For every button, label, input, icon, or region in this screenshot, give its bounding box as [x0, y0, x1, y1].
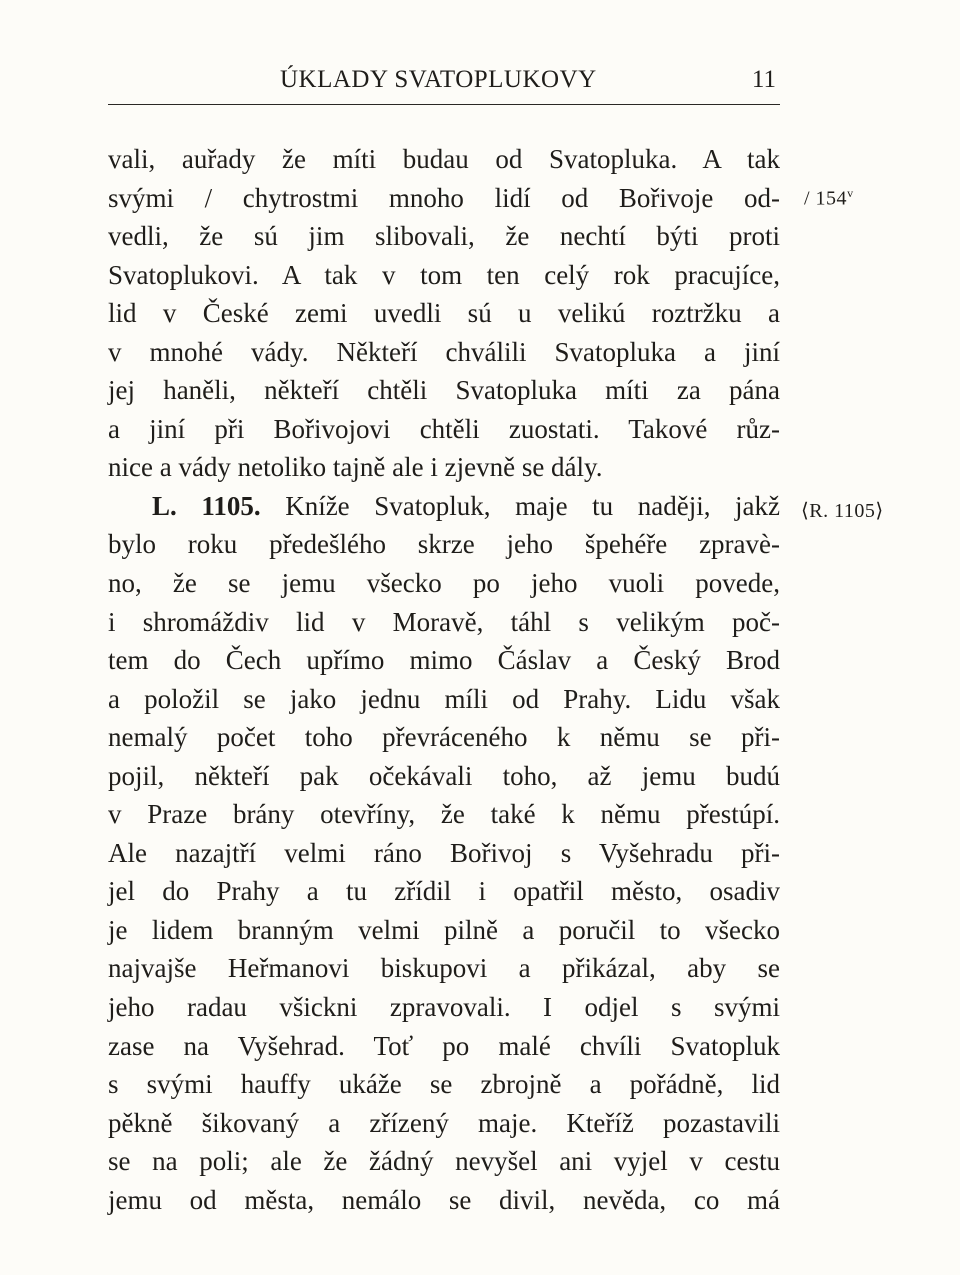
- text-line: a položil se jako jednu míli od Prahy. Lidu však: [108, 683, 780, 714]
- text-line: a jiní při Bořivojovi chtěli zuostati. Takové růz-: [108, 413, 780, 444]
- text-line: jej haněli, někteří chtěli Svatopluka míti za pána: [108, 375, 780, 406]
- text-line: v Praze brány otevříny, že také k němu přestúpí.: [108, 799, 780, 830]
- text-line: se na poli; ale že žádný nevyšel ani vyjel v cestu: [108, 1146, 780, 1177]
- text-line: najvajše Heřmanovi biskupovi a přikázal, aby se: [108, 953, 780, 984]
- margin-year-note: ⟨R. 1105⟩: [801, 500, 884, 522]
- text-line: jel do Prahy a tu zřídil i opatřil město, osadiv: [108, 876, 780, 907]
- paragraph-first-line: [108, 487, 780, 526]
- text-line: jeho radau všickni zpravovali. I odjel s svými: [108, 992, 780, 1023]
- body-text: [108, 140, 780, 1219]
- text-line: pěkně šikovaný a zřízený maje. Kteříž pozastavili: [108, 1107, 780, 1138]
- text-line: Svatoplukovi. A tak v tom ten celý rok pracujíce,: [108, 259, 780, 290]
- running-title: ÚKLADY SVATOPLUKOVY: [280, 66, 597, 93]
- text-line: no, že se jemu všecko po jeho vuoli povede,: [108, 568, 780, 599]
- text-line: svými / chytrostmi mnoho lidí od Bořivoje od-: [108, 182, 780, 213]
- text-line: lid v České zemi uvedli sú u velikú roztržku a: [108, 298, 780, 329]
- text-line: bylo roku předešlého skrze jeho špehéře zpravè-: [108, 529, 780, 560]
- text-line: pojil, někteří pak očekávali toho, až jemu budú: [108, 760, 780, 791]
- text-line: s svými hauffy ukáže se zbrojně a pořádně, lid: [108, 1069, 780, 1100]
- folio-superscript: v: [847, 186, 854, 200]
- text-line-rest: Kníže Svatopluk, maje tu naději, jakž: [285, 490, 780, 521]
- text-line: tem do Čech upřímo mimo Čáslav a Český Brod: [108, 645, 780, 676]
- margin-folio-note: [804, 186, 854, 211]
- text-line: jemu od města, nemálo se divil, nevěda, co má: [108, 1184, 780, 1215]
- text-line: vali, auřady že míti budau od Svatopluka. A tak: [108, 144, 780, 174]
- year-heading: L. 1105.: [152, 490, 261, 521]
- text-line: nice a vády netoliko tajně ale i zjevně se dály.: [108, 452, 603, 483]
- folio-text: / 154: [804, 187, 848, 210]
- page-number: 11: [751, 66, 776, 93]
- text-line: vedli, že sú jim slibovali, že nechtí býti proti: [108, 221, 780, 252]
- text-line: nemalý počet toho převráceného k němu se při-: [108, 722, 780, 753]
- text-line: zase na Vyšehrad. Toť po malé chvíli Svatopluk: [108, 1030, 780, 1061]
- text-line: i shromáždiv lid v Moravě, táhl s velikým poč-: [108, 606, 780, 637]
- text-line: v mnohé vády. Někteří chválili Svatopluka a jiní: [108, 336, 780, 367]
- header-rule: [108, 104, 780, 105]
- text-line: Ale nazajtří velmi ráno Bořivoj s Vyšehradu při-: [108, 837, 780, 868]
- text-line: je lidem branným velmi pilně a poručil to všecko: [108, 914, 780, 945]
- running-head: [108, 62, 780, 102]
